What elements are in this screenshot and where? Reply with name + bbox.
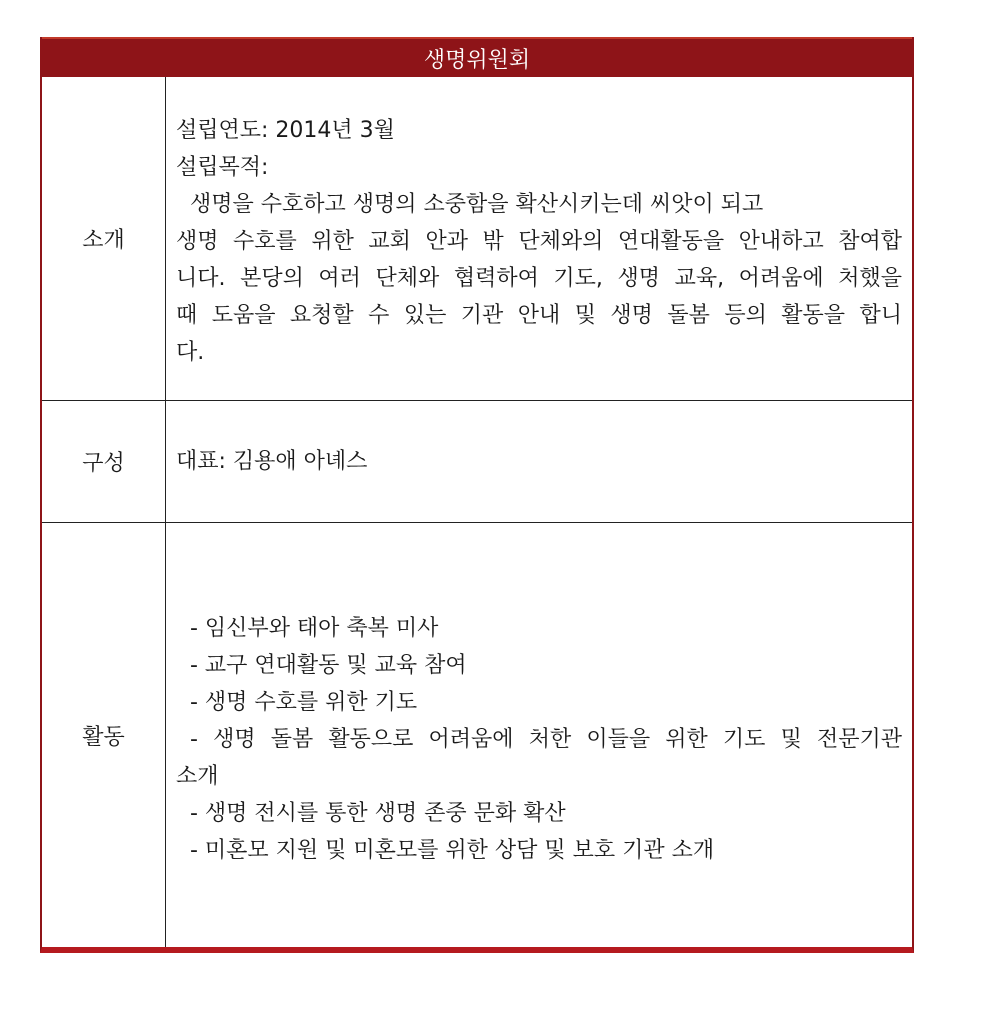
- founding-year: 설립연도: 2014년 3월: [176, 118, 395, 143]
- activities-row: [42, 522, 912, 947]
- activity-item: - 미혼모 지원 및 미혼모를 위한 상담 및 보호 기관 소개: [190, 838, 715, 863]
- purpose-line: 생명 수호를 위한 교회 안과 밖 단체와의 연대활동을 안내하고 참여합: [176, 229, 902, 254]
- activity-item: 소개: [176, 764, 219, 789]
- purpose-line: 다.: [176, 340, 205, 365]
- purpose-line: 생명을 수호하고 생명의 소중함을 확산시키는데 씨앗이 되고: [190, 192, 764, 217]
- purpose-line: 니다. 본당의 여러 단체와 협력하여 기도, 생명 교육, 어려움에 처했을: [176, 266, 902, 291]
- activities-content: [166, 523, 912, 947]
- committee-title: 생명위원회: [423, 47, 531, 73]
- activities-label: 활동: [42, 523, 166, 947]
- activity-item: - 교구 연대활동 및 교육 참여: [190, 653, 467, 678]
- intro-row: [42, 77, 912, 400]
- purpose-title: 설립목적:: [176, 155, 269, 180]
- organization-label: 구성: [42, 401, 166, 522]
- purpose-line: 때 도움을 요청할 수 있는 기관 안내 및 생명 돌봄 등의 활동을 합니: [176, 303, 902, 328]
- activity-item: - 임신부와 태아 축복 미사: [190, 616, 439, 641]
- intro-label: 소개: [42, 77, 166, 400]
- representative: 대표: 김용애 아녜스: [176, 449, 368, 474]
- activity-item: - 생명 전시를 통한 생명 존중 문화 확산: [190, 801, 566, 826]
- organization-content: [166, 401, 912, 522]
- table-header: [42, 37, 912, 77]
- organization-row: [42, 400, 912, 522]
- committee-table: [40, 37, 914, 953]
- activity-item: - 생명 수호를 위한 기도: [190, 690, 418, 715]
- activity-item: - 생명 돌봄 활동으로 어려움에 처한 이들을 위한 기도 및 전문기관: [190, 727, 902, 752]
- intro-content: [166, 77, 912, 400]
